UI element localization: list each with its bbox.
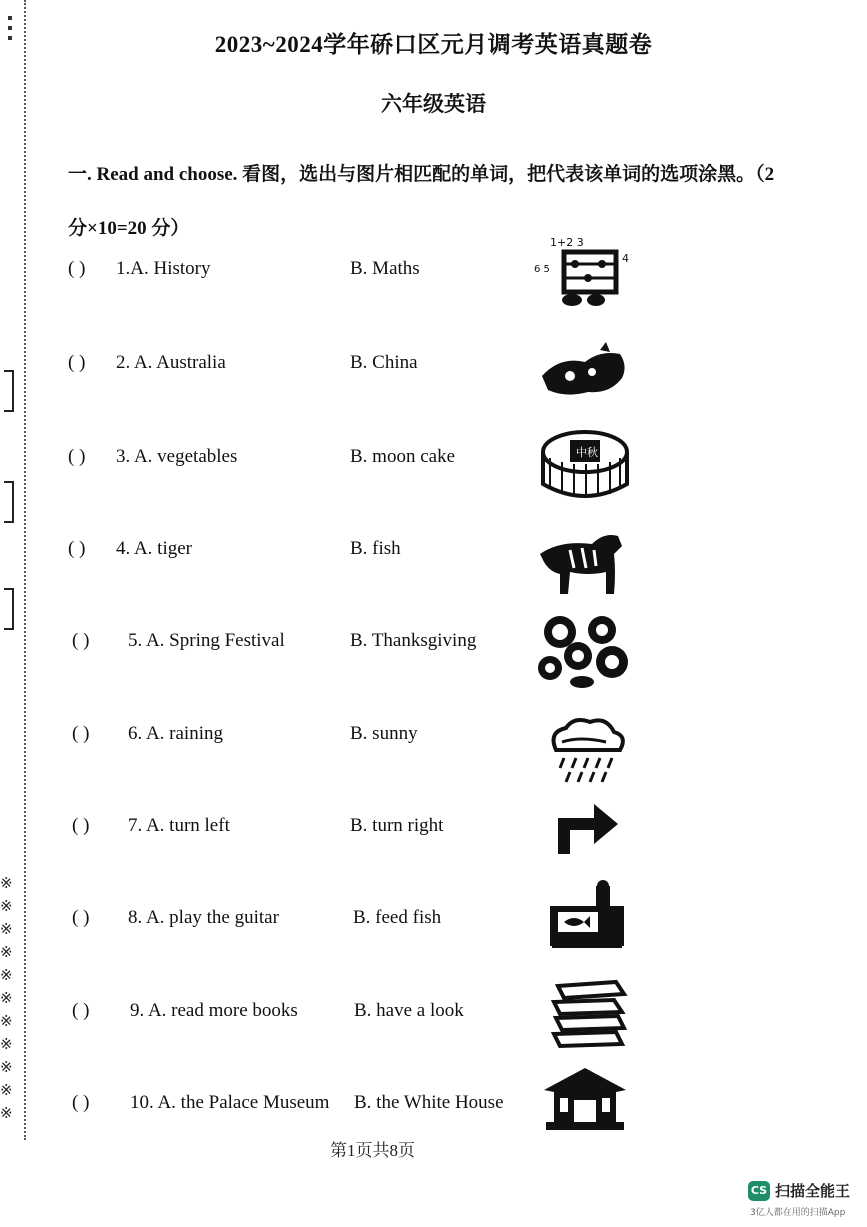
margin-star: ※ xyxy=(0,1104,13,1122)
option-a: 10. A. the Palace Museum xyxy=(130,1092,330,1113)
kangaroo-map-icon xyxy=(530,336,640,416)
option-b: B. sunny xyxy=(350,723,418,744)
option-b: B. feed fish xyxy=(353,907,442,928)
margin-bracket xyxy=(4,481,14,523)
instruction-line-2: 分×10=20 分） xyxy=(68,218,190,239)
scanner-app-name: 扫描全能王 xyxy=(775,1182,851,1200)
option-a: 8. A. play the guitar xyxy=(128,907,279,928)
question-row xyxy=(68,1092,867,1152)
option-a: 7. A. turn left xyxy=(128,815,230,836)
question-row xyxy=(68,352,867,412)
question-row xyxy=(68,630,867,690)
option-b: B. Thanksgiving xyxy=(350,630,477,651)
margin-star: ※ xyxy=(0,943,13,961)
answer-blank[interactable]: ( ) xyxy=(72,1092,90,1113)
question-row xyxy=(68,538,867,598)
option-a: 2. A. Australia xyxy=(116,352,226,373)
answer-blank[interactable]: ( ) xyxy=(72,723,90,744)
option-b: B. moon cake xyxy=(350,446,456,467)
answer-blank[interactable]: ( ) xyxy=(72,1000,90,1021)
palace-icon xyxy=(530,1060,640,1140)
page-number: 第1页共8页 xyxy=(330,1141,415,1160)
margin-star: ※ xyxy=(0,874,13,892)
option-a: 5. A. Spring Festival xyxy=(128,630,285,651)
tiger-icon xyxy=(530,520,640,600)
option-b: B. China xyxy=(350,352,418,373)
abacus-numbers-icon xyxy=(530,232,640,312)
answer-blank[interactable]: ( ) xyxy=(68,446,86,467)
margin-star: ※ xyxy=(0,989,13,1007)
margin-star: ※ xyxy=(0,966,13,984)
section-instruction xyxy=(68,148,848,256)
svg-text:6 5: 6 5 xyxy=(534,264,550,275)
mooncake-icon xyxy=(530,428,640,508)
margin-star: ※ xyxy=(0,920,13,938)
answer-blank[interactable]: ( ) xyxy=(72,630,90,651)
dumplings-food-icon xyxy=(530,610,640,690)
margin-star: ※ xyxy=(0,1058,13,1076)
option-b: B. fish xyxy=(350,538,401,559)
fish-tank-icon xyxy=(530,880,640,960)
option-a: 6. A. raining xyxy=(128,723,223,744)
margin-star: ※ xyxy=(0,1081,13,1099)
rain-cloud-icon xyxy=(530,712,640,792)
answer-blank[interactable]: ( ) xyxy=(68,258,86,279)
question-row xyxy=(68,446,867,506)
option-a: 3. A. vegetables xyxy=(116,446,238,467)
option-b: B. the White House xyxy=(354,1092,504,1113)
option-b: B. turn right xyxy=(350,815,444,836)
binding-dotted-line xyxy=(24,0,26,1140)
answer-blank[interactable]: ( ) xyxy=(72,815,90,836)
scanner-logo-icon: CS xyxy=(748,1181,770,1201)
answer-blank[interactable]: ( ) xyxy=(72,907,90,928)
question-row xyxy=(68,815,867,875)
option-a: 4. A. tiger xyxy=(116,538,192,559)
answer-blank[interactable]: ( ) xyxy=(68,352,86,373)
question-row xyxy=(68,907,867,967)
margin-bracket xyxy=(4,370,14,412)
turn-right-arrow-icon xyxy=(530,792,640,872)
instruction-line-1: 一. Read and choose. 看图，选出与图片相匹配的单词，把代表该单词的选项涂黑。（2 xyxy=(68,164,775,185)
svg-text:4: 4 xyxy=(622,252,629,265)
question-row xyxy=(68,258,867,318)
option-b: B. have a look xyxy=(354,1000,464,1021)
answer-blank[interactable]: ( ) xyxy=(68,538,86,559)
svg-text:1+2 3: 1+2 3 xyxy=(550,236,584,249)
question-row xyxy=(68,723,867,783)
margin-star: ※ xyxy=(0,1012,13,1030)
question-row xyxy=(68,1000,867,1060)
option-a: 9. A. read more books xyxy=(130,1000,298,1021)
margin-bracket xyxy=(4,588,14,630)
exam-title: 2023~2024学年硚口区元月调考英语真题卷 xyxy=(214,32,653,57)
exam-subtitle: 六年级英语 xyxy=(381,92,486,116)
option-a: 1.A. History xyxy=(116,258,211,279)
scanner-watermark xyxy=(748,1180,850,1201)
margin-star: ※ xyxy=(0,897,13,915)
margin-star: ※ xyxy=(0,1035,13,1053)
scanner-tagline: 3亿人都在用的扫描App xyxy=(750,1208,846,1218)
svg-text:中秋: 中秋 xyxy=(576,446,598,459)
book-stack-icon xyxy=(530,972,640,1052)
margin-star-column xyxy=(0,872,18,1125)
option-b: B. Maths xyxy=(350,258,420,279)
